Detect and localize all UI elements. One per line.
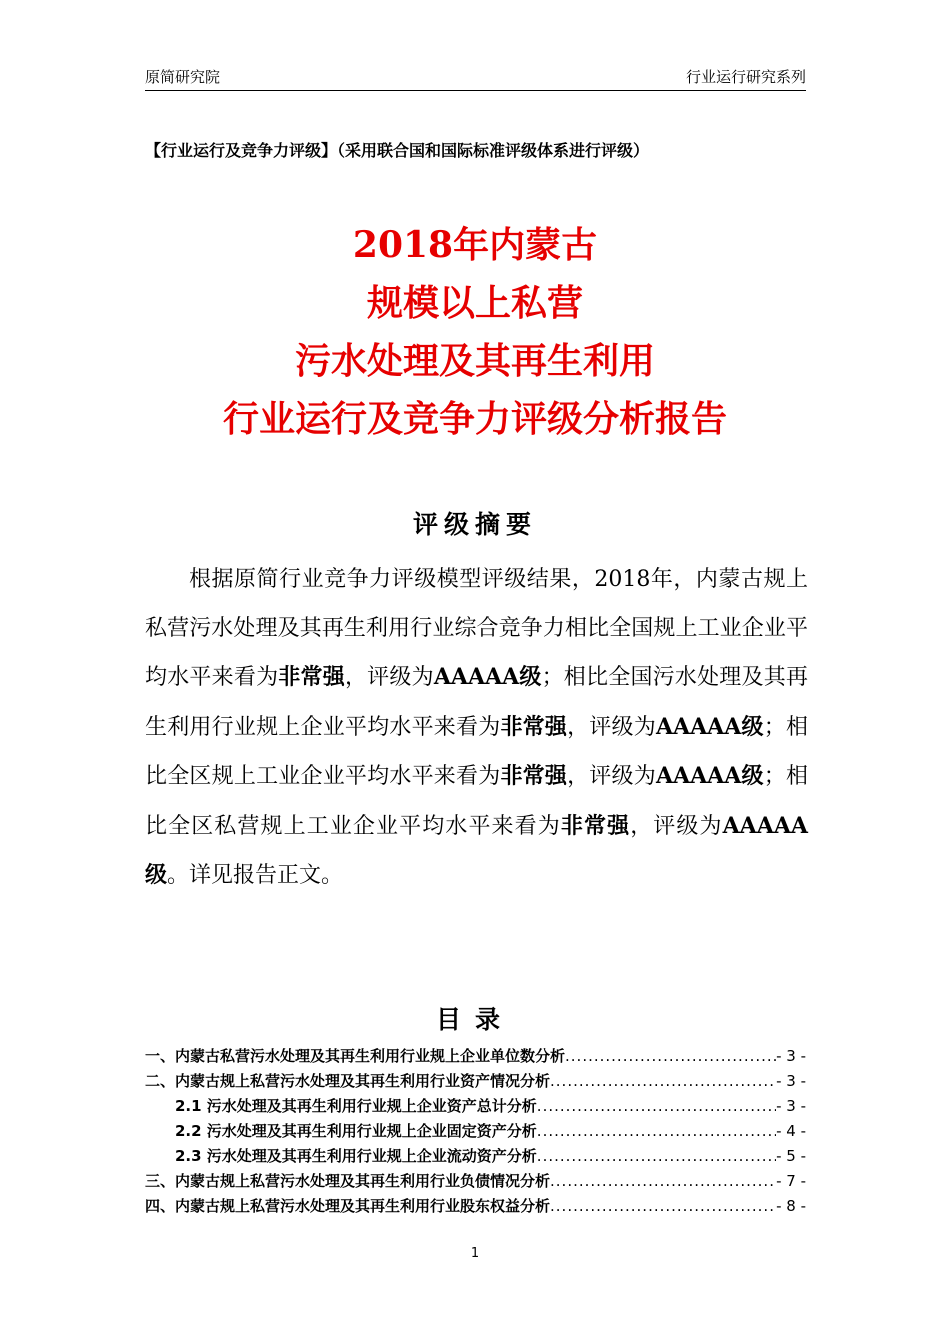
toc-leader bbox=[565, 1044, 776, 1069]
summary-text: ；相比全区私营规上工业企业平均水平来看为 bbox=[145, 764, 808, 839]
summary-text: 。详见报告正文。 bbox=[167, 863, 344, 888]
toc-item[interactable] bbox=[145, 1069, 806, 1094]
toc-item-page: - 7 - bbox=[776, 1172, 806, 1190]
toc-subitem[interactable] bbox=[145, 1144, 806, 1169]
rating-strength: 非常强 bbox=[560, 812, 631, 839]
toc-item-label: 2.2 污水处理及其再生利用行业规上企业固定资产分析 bbox=[175, 1122, 537, 1140]
rating-grade: AAAAA级 bbox=[433, 664, 542, 690]
toc-item-label: 2.3 污水处理及其再生利用行业规上企业流动资产分析 bbox=[175, 1147, 537, 1165]
summary-text: 根据原简行业竞争力评级模型评级结果，2018年，内蒙古规上私营污水处理及其再生利用行业综合竞争力相比全国规上工业企业平均水平来看为 bbox=[145, 567, 808, 690]
summary-text: ，评级为 bbox=[344, 665, 434, 690]
toc-subitem[interactable] bbox=[145, 1094, 806, 1119]
toc-item-label: 2.1 污水处理及其再生利用行业规上企业资产总计分析 bbox=[175, 1097, 537, 1115]
toc-item-label: 一、内蒙古私营污水处理及其再生利用行业规上企业单位数分析 bbox=[145, 1047, 566, 1065]
rating-strength: 非常强 bbox=[500, 763, 568, 789]
toc-item[interactable] bbox=[145, 1169, 806, 1194]
toc-leader bbox=[550, 1194, 776, 1219]
page-number: 1 bbox=[470, 1246, 480, 1261]
toc-leader bbox=[550, 1169, 776, 1194]
toc-item-label: 二、内蒙古规上私营污水处理及其再生利用行业资产情况分析 bbox=[145, 1072, 551, 1090]
page-header bbox=[145, 64, 806, 91]
summary-heading: 评级摘要 bbox=[412, 510, 537, 539]
table-of-contents bbox=[145, 1044, 806, 1219]
header-org: 原简研究院 bbox=[145, 68, 221, 86]
summary-text: ；相比全区规上工业企业平均水平来看为 bbox=[145, 714, 808, 789]
summary-text: ，评级为 bbox=[630, 813, 723, 839]
toc-item-page: - 8 - bbox=[776, 1197, 806, 1215]
toc-item[interactable] bbox=[145, 1194, 806, 1219]
toc-leader bbox=[537, 1094, 776, 1119]
summary-text: ，评级为 bbox=[567, 714, 656, 740]
toc-item-page: - 3 - bbox=[776, 1097, 806, 1115]
rating-strength: 非常强 bbox=[278, 664, 345, 690]
toc-item[interactable] bbox=[145, 1044, 806, 1069]
rating-strength: 非常强 bbox=[500, 713, 568, 740]
toc-item-page: - 5 - bbox=[776, 1147, 806, 1165]
banner-sub: （采用联合国和国际标准评级体系进行评级） bbox=[337, 141, 650, 160]
toc-item-label: 三、内蒙古规上私营污水处理及其再生利用行业负债情况分析 bbox=[145, 1172, 551, 1190]
title-line-4: 行业运行及竞争力评级分析报告 bbox=[222, 398, 727, 440]
toc-heading: 目录 bbox=[435, 1005, 514, 1034]
summary-text: ，评级为 bbox=[567, 764, 656, 789]
title-line-3: 污水处理及其再生利用 bbox=[294, 340, 655, 382]
toc-item-page: - 3 - bbox=[776, 1072, 806, 1090]
toc-subitem[interactable] bbox=[145, 1119, 806, 1144]
rating-grade: AAAAA级 bbox=[655, 763, 764, 789]
summary-paragraph bbox=[145, 556, 808, 901]
toc-leader bbox=[537, 1144, 776, 1169]
toc-item-page: - 3 - bbox=[776, 1047, 806, 1065]
title-line-2: 规模以上私营 bbox=[366, 282, 583, 324]
banner-main: 【行业运行及竞争力评级】 bbox=[145, 141, 338, 160]
toc-item-label: 四、内蒙古规上私营污水处理及其再生利用行业股东权益分析 bbox=[145, 1197, 551, 1215]
toc-leader bbox=[550, 1069, 776, 1094]
summary-text: ；相比全国污水处理及其再生利用行业规上企业平均水平来看为 bbox=[145, 665, 808, 740]
rating-grade: AAAAA级 bbox=[655, 713, 764, 740]
rating-banner bbox=[145, 138, 806, 161]
header-series: 行业运行研究系列 bbox=[685, 68, 806, 86]
toc-leader bbox=[537, 1119, 776, 1144]
rating-grade: AAAAA级 bbox=[145, 812, 808, 888]
toc-item-page: - 4 - bbox=[776, 1122, 806, 1140]
report-title bbox=[0, 216, 950, 448]
title-line-1: 2018年内蒙古 bbox=[352, 224, 598, 266]
